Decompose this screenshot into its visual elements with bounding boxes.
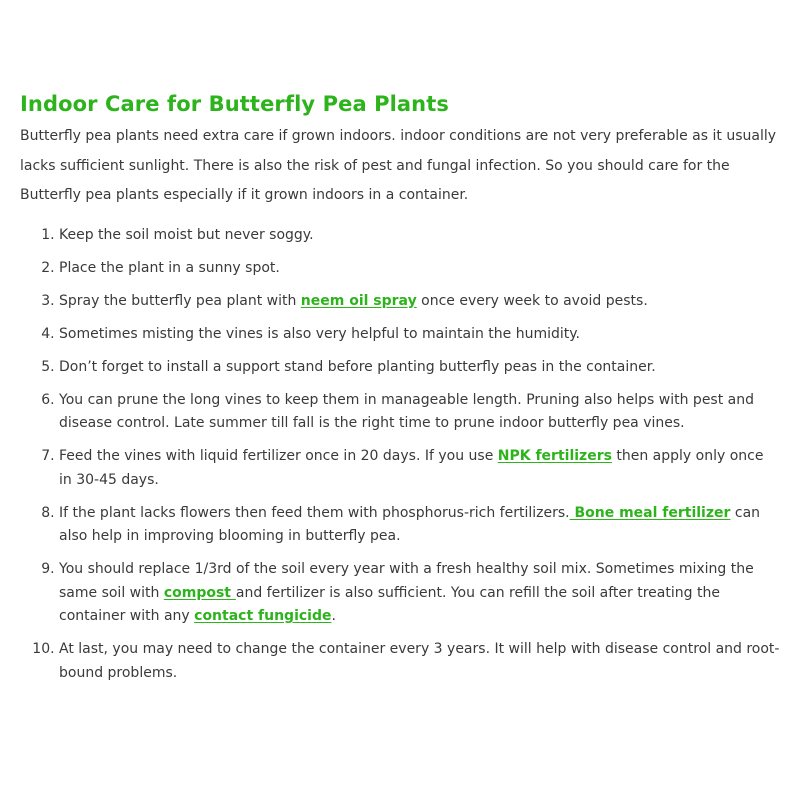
list-item <box>59 323 780 347</box>
list-item-text: . <box>331 608 336 624</box>
list-item-text: can also help in improving blooming in butterfly pea. <box>59 504 761 544</box>
list-item-text: At last, you may need to change the container every 3 years. It will help with disease control and root-bound problems. <box>59 641 780 681</box>
list-item <box>59 558 780 629</box>
list-item-text: Don’t forget to install a support stand before planting butterfly peas in the container. <box>59 358 656 375</box>
list-item-text: Spray the butterfly pea plant with <box>59 292 301 309</box>
intro-paragraph: Butterfly pea plants need extra care if grown indoors. indoor conditions are not very preferable as it usually lacks sufficient sunlight. There is also the risk of pest and fungal infection. So you should care for the Butterfly pea plants especially if it grown indoors in a container. <box>20 128 777 203</box>
list-item <box>59 502 780 549</box>
list-item-text: then apply only once in 30-45 days. <box>59 448 764 488</box>
list-item-text: and fertilizer is also sufficient. You can refill the soil after treating the container with any <box>59 584 720 624</box>
list-item-text: You should replace 1/3rd of the soil every year with a fresh healthy soil mix. Sometimes mixing the same soil with <box>59 561 754 601</box>
section-heading: Indoor Care for Butterfly Pea Plants <box>20 92 449 116</box>
list-item-text: Feed the vines with liquid fertilizer once in 20 days. If you use <box>59 448 498 464</box>
list-item <box>59 638 780 685</box>
care-steps-list <box>20 224 780 686</box>
list-item <box>59 389 780 436</box>
list-item-text: Place the plant in a sunny spot. <box>59 259 280 276</box>
npk-fertilizers-link[interactable]: NPK fertilizers <box>497 448 612 464</box>
list-item-text: You can prune the long vines to keep them in manageable length. Pruning also helps with pest and disease control. Late summer till fall is the right time to prune indoor butterfly pea vines. <box>59 391 755 431</box>
list-item-text: Keep the soil moist but never soggy. <box>59 226 314 243</box>
list-item <box>59 290 780 314</box>
article <box>20 89 780 695</box>
contact-fungicide-link[interactable]: contact fungicide <box>194 608 332 624</box>
neem-oil-spray-link[interactable]: neem oil spray <box>300 292 417 309</box>
list-item <box>59 445 780 492</box>
list-item-text: Sometimes misting the vines is also very helpful to maintain the humidity. <box>59 325 580 342</box>
list-item <box>59 356 780 380</box>
list-item-text: once every week to avoid pests. <box>416 292 648 309</box>
compost-link[interactable]: compost <box>163 584 236 601</box>
list-item <box>59 257 780 281</box>
list-item <box>59 224 780 248</box>
list-item-text: If the plant lacks flowers then feed them with phosphorus-rich fertilizers. <box>59 504 570 521</box>
bone-meal-fertilizer-link[interactable]: Bone meal fertilizer <box>569 504 731 521</box>
